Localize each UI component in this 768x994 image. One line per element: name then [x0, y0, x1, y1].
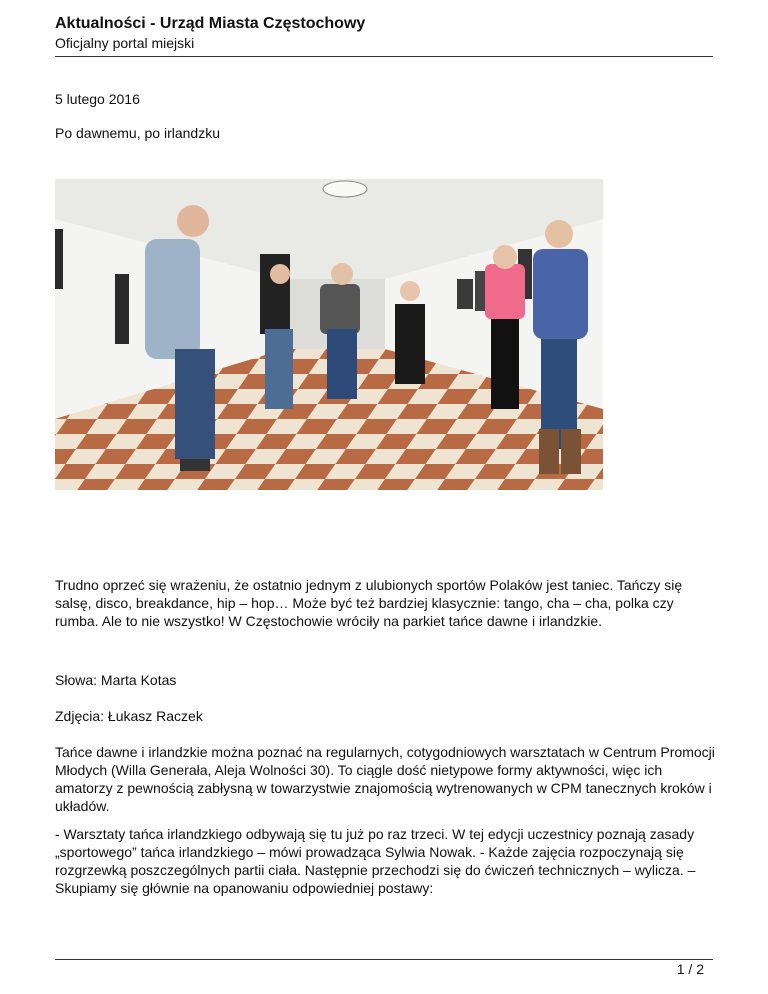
- article-paragraph: - Warsztaty tańca irlandzkiego odbywają się tu już po raz trzeci. W tej edycji uczestnicy poznają zasady „sportowego” tańca irlandzkiego – mówi prowadząca Sylwia Nowak. - Każde zajęcia rozpoczynają się rozgrzewką poszczególnych partii ciała. Następnie przechodzi się do ćwiczeń technicznych – wylicza. – Skupiamy się głównie na opanowaniu odpowiedniej postawy:: [55, 826, 696, 896]
- page-header: [55, 14, 713, 52]
- site-subtitle: Oficjalny portal miejski: [55, 35, 195, 51]
- footer-divider: [55, 959, 713, 960]
- article-photo-credit: Zdjęcia: Łukasz Raczek: [55, 708, 203, 724]
- article-photo: [55, 179, 603, 490]
- site-title: Aktualności - Urząd Miasta Częstochowy: [55, 15, 366, 32]
- article-paragraph: Tańce dawne i irlandzkie można poznać na regularnych, cotygodniowych warsztatach w Centrum Promocji Młodych (Willa Generała, Aleja Wolności 30). To ciągle dość nietypowe formy aktywności, więc ich amatorzy z pewnością zabłysną w towarzystwie znajomością wytrenowanych w CPM tanecznych kroków i układów.: [55, 744, 715, 814]
- page-number: 1 / 2: [676, 961, 704, 977]
- article-author-credit: Słowa: Marta Kotas: [55, 672, 177, 688]
- article-date: 5 lutego 2016: [55, 91, 140, 107]
- article-headline: Po dawnemu, po irlandzku: [55, 125, 220, 141]
- header-divider: [55, 56, 713, 57]
- article-paragraph: Trudno oprzeć się wrażeniu, że ostatnio jednym z ulubionych sportów Polaków jest taniec. Tańczy się salsę, disco, breakdance, hip – hop… Może być też bardziej klasycznie: tango, cha – cha, polka czy rumba. Ale to nie wszystko! W Częstochowie wróciły na parkiet tańce dawne i irlandzkie.: [55, 577, 683, 629]
